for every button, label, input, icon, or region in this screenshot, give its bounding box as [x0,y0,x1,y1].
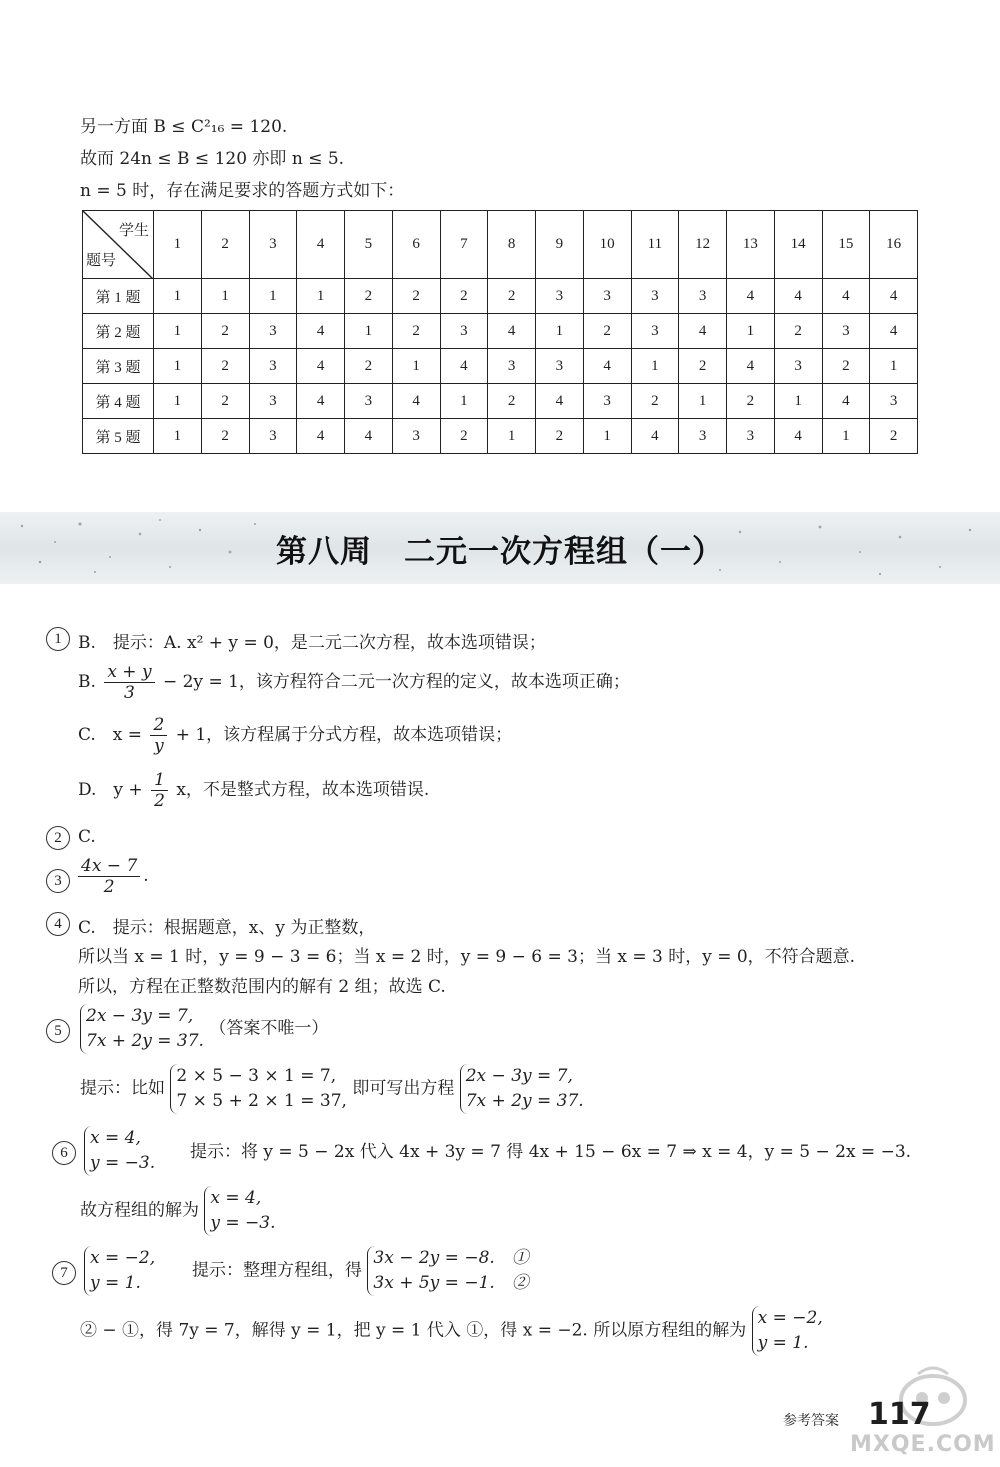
q1-c-numerator: 2 [150,715,167,736]
table-cell: 1 [488,419,536,454]
q4-line-2: 所以当 x = 1 时，y = 9 − 3 = 6；当 x = 2 时，y = 9 − 6 = 3；当 x = 3 时，y = 0，不符合题意. [78,947,856,967]
q1-d-numerator: 1 [151,770,168,791]
q7-final-eq2: y = 1. [757,1333,809,1353]
table-row [83,419,918,454]
table-cell: 3 [440,314,488,349]
table-row [83,279,918,314]
table-cell: 1 [154,279,202,314]
question-number-3: 3 [46,869,70,893]
table-cell: 2 [488,384,536,419]
table-cell: 1 [631,349,679,384]
row-label: 第 2 题 [83,314,154,349]
question-number-6: 6 [52,1141,76,1165]
table-row [83,384,918,419]
table-cell: 4 [297,314,345,349]
section-title: 第八周 二元一次方程组（一） [276,534,724,570]
table-cell: 3 [249,349,297,384]
q5-system [80,1004,204,1054]
q1-b-denominator: 3 [124,683,135,703]
table-cell: 2 [536,419,584,454]
table-cell: 3 [583,384,631,419]
column-header: 2 [201,211,249,279]
q6-system [84,1126,155,1176]
q6-conclusion-eq1: x = 4, [210,1188,262,1208]
q5-hint-mid: 即可写出方程 [352,1078,455,1099]
table-cell: 4 [870,279,918,314]
q1-d-denominator: 2 [154,791,165,811]
q1-c-denominator: y [154,736,164,756]
table-cell: 2 [201,349,249,384]
table-cell: 2 [774,314,822,349]
table-cell: 4 [583,349,631,384]
corner-label-questions: 题号 [86,253,117,269]
q3-fraction [78,856,140,897]
intro-line-3: n = 5 时，存在满足要求的答题方式如下： [80,181,405,201]
table-cell: 4 [488,314,536,349]
question-number-4: 4 [46,912,70,936]
section-banner [0,512,1000,584]
q5-note: （答案不唯一） [209,1018,329,1039]
table-cell: 1 [774,384,822,419]
q1-c-rest: + 1，该方程属于分式方程，故本选项错误； [175,725,513,745]
q2-answer: C. [78,827,96,847]
question-number-7: 7 [52,1261,76,1285]
table-cell: 1 [154,384,202,419]
q4-line-3: 所以，方程在正整数范围内的解有 2 组；故选 C. [78,977,446,997]
table-cell: 2 [631,384,679,419]
q6-answer [84,1126,155,1176]
q7-line-2 [80,1306,823,1356]
table-cell: 1 [201,279,249,314]
table-cell: 2 [440,279,488,314]
column-header: 7 [440,211,488,279]
table-cell: 1 [583,419,631,454]
answer-table [82,210,918,454]
table-cell: 3 [392,419,440,454]
q5-hint-label: 提示：比如 [80,1078,165,1099]
question-number-2: 2 [46,826,70,850]
question-number-1: 1 [46,627,70,651]
q1-option-c [78,715,512,756]
table-cell: 1 [249,279,297,314]
table-cell: 3 [679,419,727,454]
table-cell: 3 [679,279,727,314]
q7-eq1: x = −2, [90,1248,156,1268]
table-cell: 3 [727,419,775,454]
table-cell: 3 [583,279,631,314]
column-header: 8 [488,211,536,279]
q1-c-prefix: C. x = [78,725,143,745]
watermark-text: MXQE.COM [850,1432,996,1457]
table-cell: 4 [870,314,918,349]
table-cell: 4 [440,349,488,384]
q5-hint [80,1064,584,1114]
column-header: 4 [297,211,345,279]
table-cell: 1 [154,419,202,454]
column-header: 15 [822,211,870,279]
column-header: 9 [536,211,584,279]
intro-line-2: 故而 24n ≤ B ≤ 120 亦即 n ≤ 5. [80,149,345,169]
table-cell: 2 [345,279,393,314]
q6-hint: 提示：将 y = 5 − 2x 代入 4x + 3y = 7 得 4x + 15 − 6x = 7 ⇒ x = 4，y = 5 − 2x = −3. [190,1142,912,1162]
table-cell: 4 [345,419,393,454]
q7-hint-eq2: 3x + 5y = −1. ② [373,1273,529,1293]
table-cell: 3 [822,314,870,349]
intro-line-1: 另一方面 B ≤ C²₁₆ = 120. [80,117,288,137]
table-cell: 2 [201,384,249,419]
q7-eq2: y = 1. [90,1273,141,1293]
q1-c-fraction [150,715,167,756]
table-cell: 4 [536,384,584,419]
table-cell: 1 [440,384,488,419]
table-row [83,314,918,349]
table-cell: 2 [583,314,631,349]
footer-label: 参考答案 [783,1413,839,1429]
q1-option-d [78,770,429,811]
page-number: 117 [868,1397,931,1432]
table-cell: 2 [440,419,488,454]
table-cell: 2 [201,419,249,454]
q1-d-rest: x，不是整式方程，故本选项错误. [176,780,430,800]
table-cell: 4 [774,279,822,314]
column-header: 12 [679,211,727,279]
q7-answer [84,1246,155,1296]
q7-final-system [752,1306,823,1356]
table-cell: 2 [870,419,918,454]
table-cell: 4 [727,279,775,314]
q5-hint-system [170,1064,347,1114]
q5-answer [80,1004,328,1054]
table-cell: 2 [392,314,440,349]
table-cell: 2 [345,349,393,384]
q7-final-eq1: x = −2, [757,1308,823,1328]
table-cell: 1 [154,349,202,384]
table-cell: 3 [870,384,918,419]
q5-result-eq1: 2x − 3y = 7, [465,1066,573,1086]
q1-d-fraction [151,770,168,811]
table-cell: 4 [392,384,440,419]
table-cell: 1 [345,314,393,349]
table-cell: 3 [249,419,297,454]
q1-d-prefix: D. y + [78,780,143,800]
q1-b-fraction [104,662,154,703]
table-cell: 3 [536,349,584,384]
column-header: 5 [345,211,393,279]
table-cell: 3 [345,384,393,419]
table-row [83,349,918,384]
q5-result-eq2: 7x + 2y = 37. [465,1091,584,1111]
q5-hint-eq1: 2 × 5 − 3 × 1 = 7, [176,1066,337,1086]
row-label: 第 4 题 [83,384,154,419]
table-cell: 3 [631,314,679,349]
q1-option-a: B. 提示：A. x² + y = 0，是二元二次方程，故本选项错误； [78,633,546,653]
q7-hint-label: 提示：整理方程组，得 [192,1260,362,1281]
q3-suffix: . [143,866,149,886]
q3-denominator: 2 [103,877,115,897]
q5-hint-eq2: 7 × 5 + 2 × 1 = 37, [176,1091,347,1111]
q3-answer [75,856,149,897]
q7-system [84,1246,155,1296]
q6-conclusion-system [204,1186,275,1236]
q1-b-numerator: x + y [104,662,154,683]
question-number-5: 5 [46,1019,70,1043]
row-label: 第 1 题 [83,279,154,314]
q7-line-2-text: ② − ①，得 7y = 7，解得 y = 1，把 y = 1 代入 ①，得 x = −2. 所以原方程组的解为 [80,1320,747,1341]
table-cell: 1 [536,314,584,349]
table-cell: 4 [297,349,345,384]
table-cell: 1 [297,279,345,314]
q3-numerator: 4x − 7 [78,856,140,877]
table-cell: 2 [822,349,870,384]
column-header: 10 [583,211,631,279]
column-header: 14 [774,211,822,279]
table-cell: 2 [201,314,249,349]
table-cell: 3 [536,279,584,314]
table-cell: 1 [154,314,202,349]
column-header: 13 [727,211,775,279]
table-cell: 4 [774,419,822,454]
table-header-row [83,211,918,279]
q6-conclusion [80,1186,276,1236]
q7-hint-system [367,1246,528,1296]
table-cell: 4 [297,419,345,454]
q6-conclusion-label: 故方程组的解为 [80,1200,199,1221]
q7-hint [192,1246,529,1296]
table-cell: 2 [392,279,440,314]
table-cell: 4 [822,384,870,419]
table-cell: 4 [679,314,727,349]
table-cell: 3 [249,384,297,419]
column-header: 1 [154,211,202,279]
table-cell: 4 [822,279,870,314]
column-header: 3 [249,211,297,279]
row-label: 第 3 题 [83,349,154,384]
q7-hint-eq1: 3x − 2y = −8. ① [373,1248,529,1268]
table-cell: 1 [727,314,775,349]
q1-b-rest: − 2y = 1，该方程符合二元一次方程的定义，故本选项正确； [162,672,630,692]
q6-eq1: x = 4, [90,1128,141,1148]
q5-eq1: 2x − 3y = 7, [86,1006,194,1026]
table-corner-cell [83,211,154,279]
table-cell: 2 [727,384,775,419]
table-cell: 1 [679,384,727,419]
q1-option-b [78,662,630,703]
table-cell: 1 [870,349,918,384]
q6-eq2: y = −3. [90,1153,156,1173]
table-cell: 2 [488,279,536,314]
q6-conclusion-eq2: y = −3. [210,1213,276,1233]
table-cell: 2 [679,349,727,384]
column-header: 6 [392,211,440,279]
table-cell: 3 [488,349,536,384]
column-header: 16 [870,211,918,279]
table-cell: 4 [631,419,679,454]
row-label: 第 5 题 [83,419,154,454]
q4-line-1: C. 提示：根据题意，x、y 为正整数， [78,918,376,938]
table-cell: 3 [774,349,822,384]
table-cell: 1 [822,419,870,454]
q5-hint-result-system [460,1064,584,1114]
table-cell: 3 [631,279,679,314]
table-cell: 4 [727,349,775,384]
table-cell: 4 [297,384,345,419]
column-header: 11 [631,211,679,279]
q1-b-prefix: B. [78,672,96,692]
table-cell: 1 [392,349,440,384]
table-cell: 3 [249,314,297,349]
q5-eq2: 7x + 2y = 37. [86,1031,204,1051]
corner-label-students: 学生 [118,223,149,239]
